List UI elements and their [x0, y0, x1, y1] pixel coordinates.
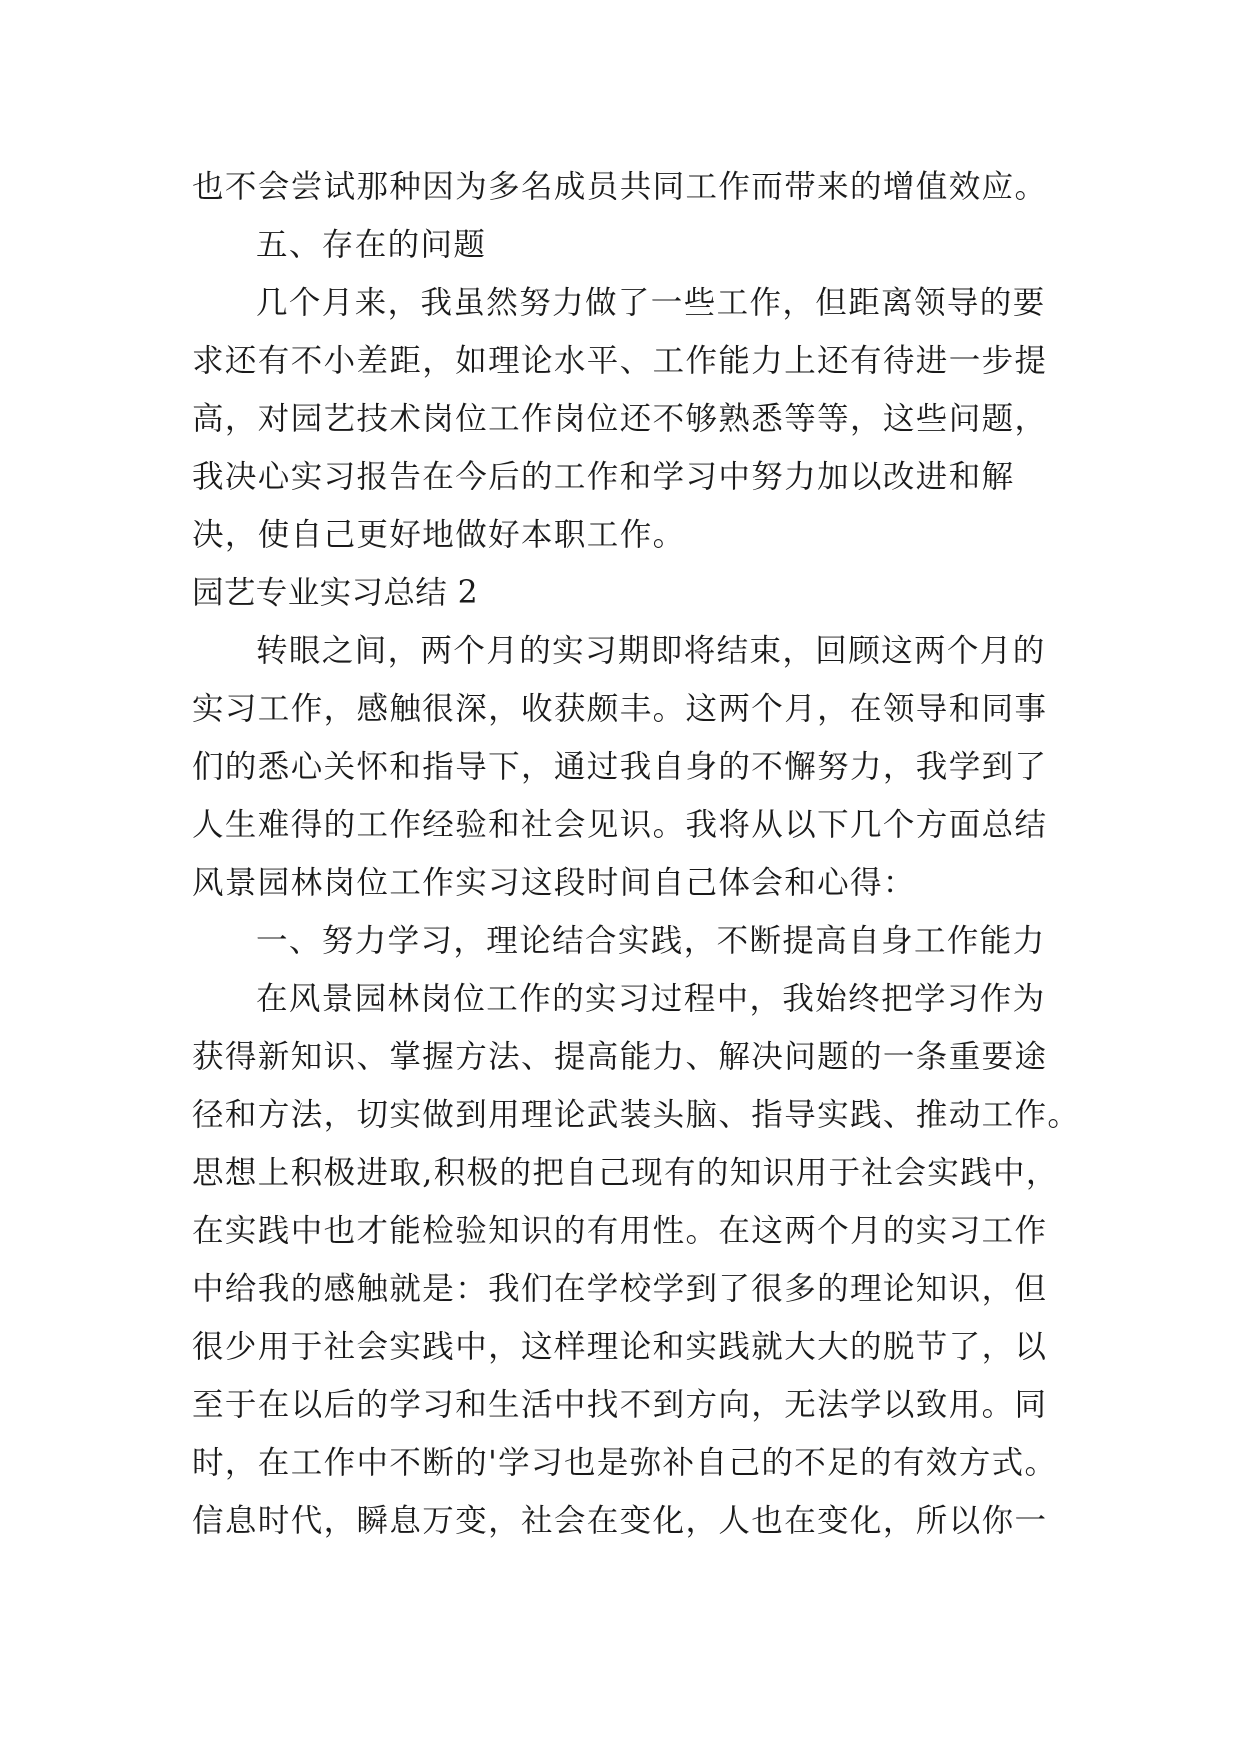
document-title: 园艺专业实习总结 2 — [192, 575, 479, 611]
text-line: 也不会尝试那种因为多名成员共同工作而带来的增值效应。 — [192, 169, 1048, 205]
text-line: 获得新知识、掌握方法、提高能力、解决问题的一条重要途 — [192, 1039, 1048, 1075]
document-page — [192, 158, 1081, 1550]
text-line: 决，使自己更好地做好本职工作。 — [192, 517, 686, 553]
text-line: 求还有不小差距，如理论水平、工作能力上还有待进一步提 — [192, 343, 1048, 379]
text-line: 至于在以后的学习和生活中找不到方向，无法学以致用。同 — [192, 1387, 1048, 1423]
text-line: 们的悉心关怀和指导下，通过我自身的不懈努力，我学到了 — [192, 749, 1048, 785]
text-line: 风景园林岗位工作实习这段时间自己体会和心得： — [192, 865, 916, 901]
text-line: 人生难得的工作经验和社会见识。我将从以下几个方面总结 — [192, 807, 1048, 843]
text-line: 高，对园艺技术岗位工作岗位还不够熟悉等等，这些问题， — [192, 401, 1048, 437]
text-line: 思想上积极进取,积极的把自己现有的知识用于社会实践中， — [192, 1155, 1059, 1191]
text-line: 在风景园林岗位工作的实习过程中，我始终把学习作为 — [256, 981, 1046, 1017]
text-line: 转眼之间，两个月的实习期即将结束，回顾这两个月的 — [256, 633, 1046, 669]
section-heading: 五、存在的问题 — [256, 227, 487, 263]
text-line: 在实践中也才能检验知识的有用性。在这两个月的实习工作 — [192, 1213, 1048, 1249]
text-line: 时，在工作中不断的'学习也是弥补自己的不足的有效方式。 — [192, 1445, 1058, 1481]
text-line: 很少用于社会实践中，这样理论和实践就大大的脱节了，以 — [192, 1329, 1048, 1365]
text-line: 实习工作，感触很深，收获颇丰。这两个月，在领导和同事 — [192, 691, 1048, 727]
section-heading: 一、努力学习，理论结合实践，不断提高自身工作能力 — [256, 923, 1046, 959]
text-line: 我决心实习报告在今后的工作和学习中努力加以改进和解 — [192, 459, 1015, 495]
text-line: 径和方法，切实做到用理论武装头脑、指导实践、推动工作。 — [192, 1097, 1081, 1133]
text-line: 中给我的感触就是：我们在学校学到了很多的理论知识，但 — [192, 1271, 1048, 1307]
text-line: 几个月来，我虽然努力做了一些工作，但距离领导的要 — [256, 285, 1046, 321]
text-line: 信息时代，瞬息万变，社会在变化，人也在变化，所以你一 — [192, 1503, 1048, 1539]
